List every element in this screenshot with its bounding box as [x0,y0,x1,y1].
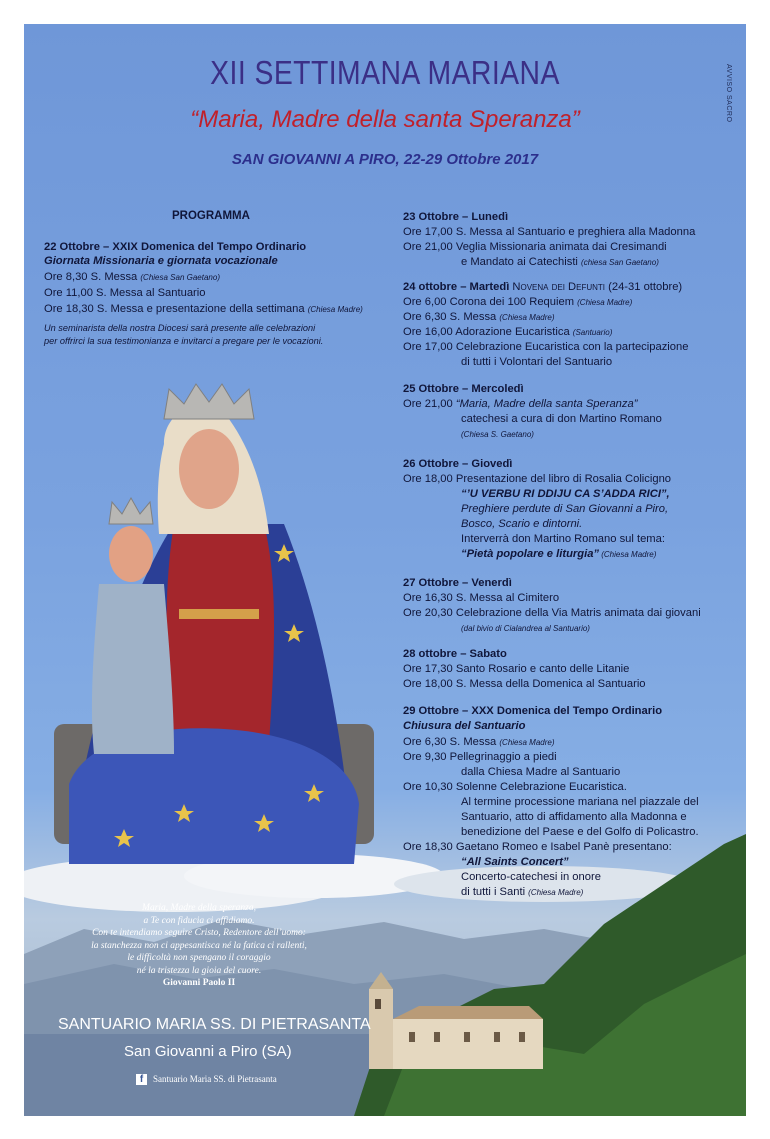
poster [24,24,746,1116]
day26-line-4: Bosco, Scario e dintorni. [461,518,583,530]
day28-line-1: Ore 17,30 Santo Rosario e canto delle Litanie [403,663,630,675]
location-note: (Santuario) [572,328,613,337]
day25-line-1 [403,397,637,412]
day29-line-2: Ore 9,30 Pellegrinaggio a piedi [403,751,557,763]
day27-line-1: Ore 16,30 S. Messa al Cimitero [403,592,560,604]
day26-line-3: Preghiere perdute di San Giovanni a Piro, [461,503,669,515]
day22-line-1 [44,270,220,285]
madonna-crown [164,384,254,419]
vocation-note-2: per offrirci la sua testimonianza e invitarci a pregare per le vocazioni. [44,336,324,346]
day22-line-2: Ore 11,00 S. Messa al Santuario [44,287,206,299]
day26-line-6 [461,547,656,562]
day25-line-3: (Chiesa S. Gaetano) [461,430,534,439]
day24-line-4: Ore 17,00 Celebrazione Eucaristica con la partecipazione [403,341,689,353]
day27-line-3: (dal bivio di Cialandrea al Santuario) [461,624,590,633]
day23-line-1: Ore 17,00 S. Messa al Santuario e preghiera alla Madonna [403,226,696,238]
child-crown [109,498,153,524]
talk-title: “Pietà popolare e liturgia” [461,548,600,560]
location-note: (Chiesa Madre) [577,298,633,307]
schedule-text: e Mandato ai Catechisti [461,256,582,268]
day22-subheading: Giornata Missionaria e giornata vocazionale [44,255,278,267]
child-robe [92,584,174,754]
madonna-face [179,429,239,509]
schedule-text: di tutti i Santi [461,886,529,898]
day24-line-5: di tutti i Volontari del Santuario [461,356,613,368]
day25-line-2: catechesi a cura di don Martino Romano [461,413,662,425]
day24-line-3 [403,325,612,340]
facebook-page-name: Santuario Maria SS. di Pietrasanta [153,1074,277,1084]
day29-line-7: benedizione del Paese e del Golfo di Policastro. [461,826,699,838]
day25-heading: 25 Ottobre – Mercoledì [403,383,524,395]
day24-line-1 [403,295,632,310]
day26-line-1: Ore 18,00 Presentazione del libro di Rosalia Colicigno [403,473,672,485]
novena-range: (24-31 ottobre) [605,281,683,293]
day29-line-4: Ore 10,30 Solenne Celebrazione Eucaristica. [403,781,627,793]
day28-line-2: Ore 18,00 S. Messa della Domenica al Santuario [403,678,646,690]
day24-heading [403,280,682,295]
day29-line-9: “All Saints Concert” [461,856,569,868]
day26-line-2: “’U VERBU RI DDIJU CA S’ADDA RICI”, [461,488,670,500]
day22-heading: 22 Ottobre – XXIX Domenica del Tempo Ordinario [44,241,307,253]
day26-heading: 26 Ottobre – Giovedì [403,458,513,470]
quote-line: né la tristezza la gioia del cuore. [136,965,262,976]
place-date: SAN GIOVANNI A PIRO, 22-29 Ottobre 2017 [231,151,539,168]
catechesis-title: “Maria, Madre della santa Speranza” [455,398,638,410]
child-face [109,526,153,582]
location-note: (Chiesa Madre) [599,550,657,559]
schedule-text: Ore 21,00 [403,398,456,410]
sanctuary-name: SANTUARIO MARIA SS. DI PIETRASANTA [58,1016,371,1033]
belt [179,609,259,619]
day23-line-2: Ore 21,00 Veglia Missionaria animata dai Cresimandi [403,241,667,253]
day23-line-3 [461,255,659,270]
location-note: (Chiesa Madre) [528,888,584,897]
quote-line: la stanchezza non ci appesantisca né la fatica ci rallenti, [91,940,307,951]
programma-heading: PROGRAMMA [172,210,250,222]
day24-line-2 [403,310,555,325]
quote-line: a Te con fiducia ci affidiamo. [143,915,255,926]
page-title: XII SETTIMANA MARIANA [210,54,560,91]
schedule-text: Ore 8,30 S. Messa [44,271,141,283]
location-note: (Chiesa Madre) [307,305,363,314]
location-note: (Chiesa Madre) [499,738,555,747]
day22-line-3 [44,302,363,317]
quote-line: le difficoltà non spengano il coraggio [127,953,271,963]
schedule-text: Ore 6,30 S. Messa [403,311,500,323]
robe [167,524,275,744]
day29-line-10: Concerto-catechesi in onore [461,871,601,883]
location-note: (Chiesa Madre) [499,313,555,322]
facebook-icon: f [136,1074,147,1085]
day27-heading: 27 Ottobre – Venerdì [403,577,512,589]
quote-line: Maria, Madre della speranza, [142,903,256,913]
day29-subheading: Chiusura del Santuario [403,720,526,732]
schedule-text: Ore 16,00 Adorazione Eucaristica [403,326,573,338]
day29-line-8: Ore 18,30 Gaetano Romeo e Isabel Panè presentano: [403,841,672,853]
day23-heading: 23 Ottobre – Lunedì [403,211,509,223]
schedule-text: Ore 6,30 S. Messa [403,736,500,748]
facebook-link[interactable] [136,1074,277,1085]
side-label: AVVISO SACRO [725,64,732,123]
sanctuary-town: San Giovanni a Piro (SA) [124,1043,292,1060]
day29-line-6: Santuario, atto di affidamento alla Madonna e [461,811,687,823]
location-note: (chiesa San Gaetano) [581,258,659,267]
schedule-text: Ore 6,00 Corona dei 100 Requiem [403,296,578,308]
prayer-quote [24,902,374,990]
location-note: (Chiesa San Gaetano) [140,273,220,282]
day29-line-11 [461,885,583,900]
quote-line: Con te intendiamo seguire Cristo, Redentore dell’uomo: [92,928,306,938]
vocation-note-1: Un seminarista della nostra Diocesi sarà presente alle celebrazioni [44,323,316,333]
day-heading-text: 24 ottobre – Martedì [403,281,513,293]
day29-line-3: dalla Chiesa Madre al Santuario [461,766,621,778]
page-subtitle: “Maria, Madre della santa Speranza” [190,106,580,133]
day28-heading: 28 ottobre – Sabato [403,648,507,660]
day26-line-5: Interverrà don Martino Romano sul tema: [461,533,665,545]
novena-label: Novena dei Defunti [512,281,606,293]
day29-heading: 29 Ottobre – XXX Domenica del Tempo Ordinario [403,705,663,717]
day29-line-5: Al termine processione mariana nel piazzale del [461,796,699,808]
quote-author: Giovanni Paolo II [162,978,236,988]
day29-line-1 [403,735,555,750]
day27-line-2: Ore 20,30 Celebrazione della Via Matris animata dai giovani [403,607,701,619]
schedule-text: Ore 18,30 S. Messa e presentazione della settimana [44,303,308,315]
